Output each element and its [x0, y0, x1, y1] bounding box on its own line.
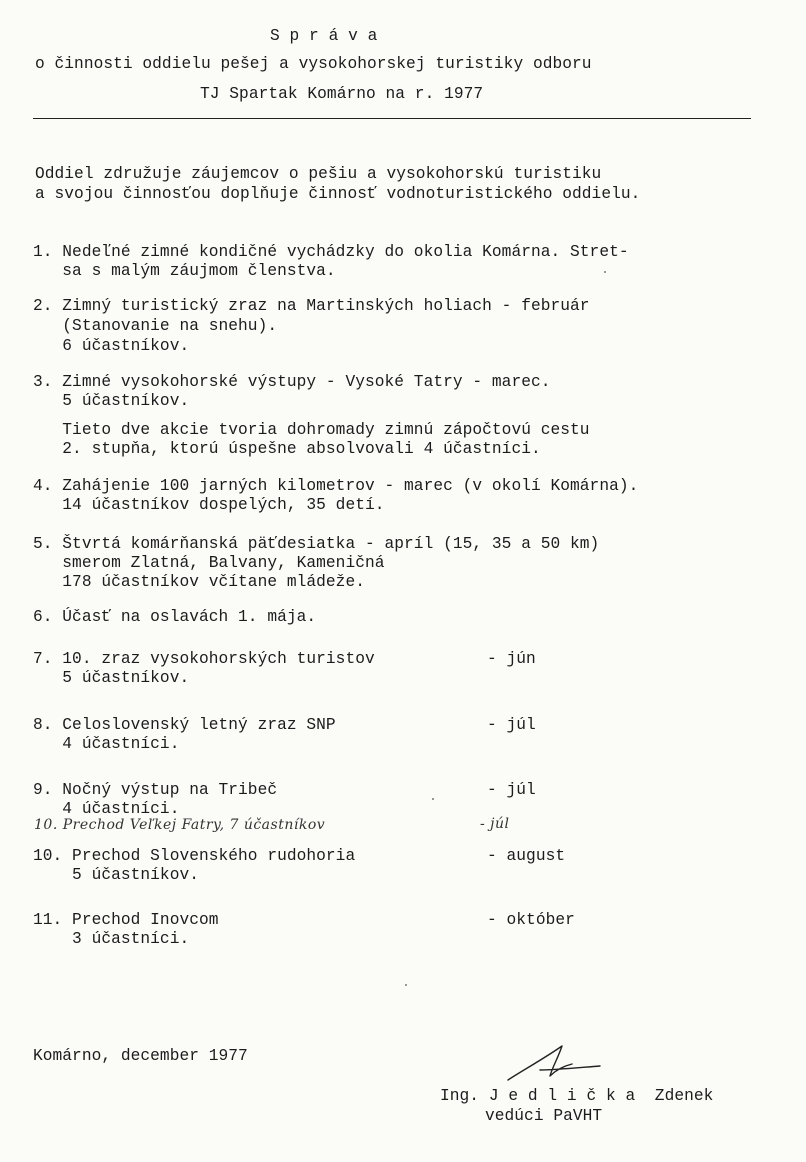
- handwritten-item-10-month: - júl: [480, 816, 510, 832]
- paper-speck: [405, 984, 407, 986]
- item-11-line1: 11. Prechod Inovcom: [33, 911, 219, 929]
- item-9-line1: 9. Nočný výstup na Tribeč: [33, 781, 278, 799]
- item-3-line3: Tieto dve akcie tvoria dohromady zimnú zápočtovú cestu: [33, 421, 590, 439]
- item-5-line3: 178 účastníkov včítane mládeže.: [33, 573, 365, 591]
- paper-speck: [432, 798, 434, 800]
- item-4-line2: 14 účastníkov dospelých, 35 detí.: [33, 496, 385, 514]
- document-subtitle-line1: o činnosti oddielu pešej a vysokohorskej turistiky odboru: [35, 55, 592, 73]
- item-3-line1: 3. Zimné vysokohorské výstupy - Vysoké Tatry - marec.: [33, 373, 551, 391]
- item-4-line1: 4. Zahájenie 100 jarných kilometrov - marec (v okolí Komárna).: [33, 477, 639, 495]
- item-11-line2: 3 účastníci.: [33, 930, 190, 948]
- item-10-line2: 5 účastníkov.: [33, 866, 199, 884]
- item-2-line3: 6 účastníkov.: [33, 337, 190, 355]
- item-7-month: - jún: [487, 650, 536, 668]
- document-subtitle-line2: TJ Spartak Komárno na r. 1977: [200, 85, 484, 103]
- header-rule: [33, 118, 751, 119]
- item-7-line2: 5 účastníkov.: [33, 669, 190, 687]
- item-5-line1: 5. Štvrtá komárňanská päťdesiatka - apríl (15, 35 a 50 km): [33, 535, 600, 553]
- item-5-line2: smerom Zlatná, Balvany, Kameničná: [33, 554, 385, 572]
- signatory-role: vedúci PaVHT: [485, 1107, 603, 1125]
- item-8-line1: 8. Celoslovenský letný zraz SNP: [33, 716, 336, 734]
- item-9-month: - júl: [487, 781, 536, 799]
- item-10-month: - august: [487, 847, 566, 865]
- item-10-line1: 10. Prechod Slovenského rudohoria: [33, 847, 356, 865]
- paper-speck: [604, 271, 606, 273]
- item-1-line2: sa s malým záujmom členstva.: [33, 262, 336, 280]
- document-title: S p r á v a: [270, 27, 378, 45]
- item-8-line2: 4 účastníci.: [33, 735, 180, 753]
- item-9-line2: 4 účastníci.: [33, 800, 180, 818]
- signatory-name: Ing. J e d l i č k a Zdenek: [440, 1087, 714, 1105]
- intro-line1: Oddiel združuje záujemcov o pešiu a vysokohorskú turistiku: [35, 165, 602, 183]
- item-8-month: - júl: [487, 716, 536, 734]
- item-3-line4: 2. stupňa, ktorú úspešne absolvovali 4 účastníci.: [33, 440, 541, 458]
- item-6-line1: 6. Účasť na oslavách 1. mája.: [33, 608, 317, 626]
- item-1-line1: 1. Nedeľné zimné kondičné vychádzky do okolia Komárna. Stret-: [33, 243, 629, 261]
- intro-line2: a svojou činnosťou doplňuje činnosť vodnoturistického oddielu.: [35, 185, 641, 203]
- place-and-date: Komárno, december 1977: [33, 1047, 248, 1065]
- item-2-line1: 2. Zimný turistický zraz na Martinských holiach - február: [33, 297, 590, 315]
- item-11-month: - október: [487, 911, 575, 929]
- item-2-line2: (Stanovanie na snehu).: [33, 317, 278, 335]
- item-7-line1: 7. 10. zraz vysokohorských turistov: [33, 650, 375, 668]
- handwritten-item-10: 10. Prechod Veľkej Fatry, 7 účastníkov: [34, 817, 326, 833]
- handwritten-signature: [500, 1040, 610, 1090]
- item-3-line2: 5 účastníkov.: [33, 392, 190, 410]
